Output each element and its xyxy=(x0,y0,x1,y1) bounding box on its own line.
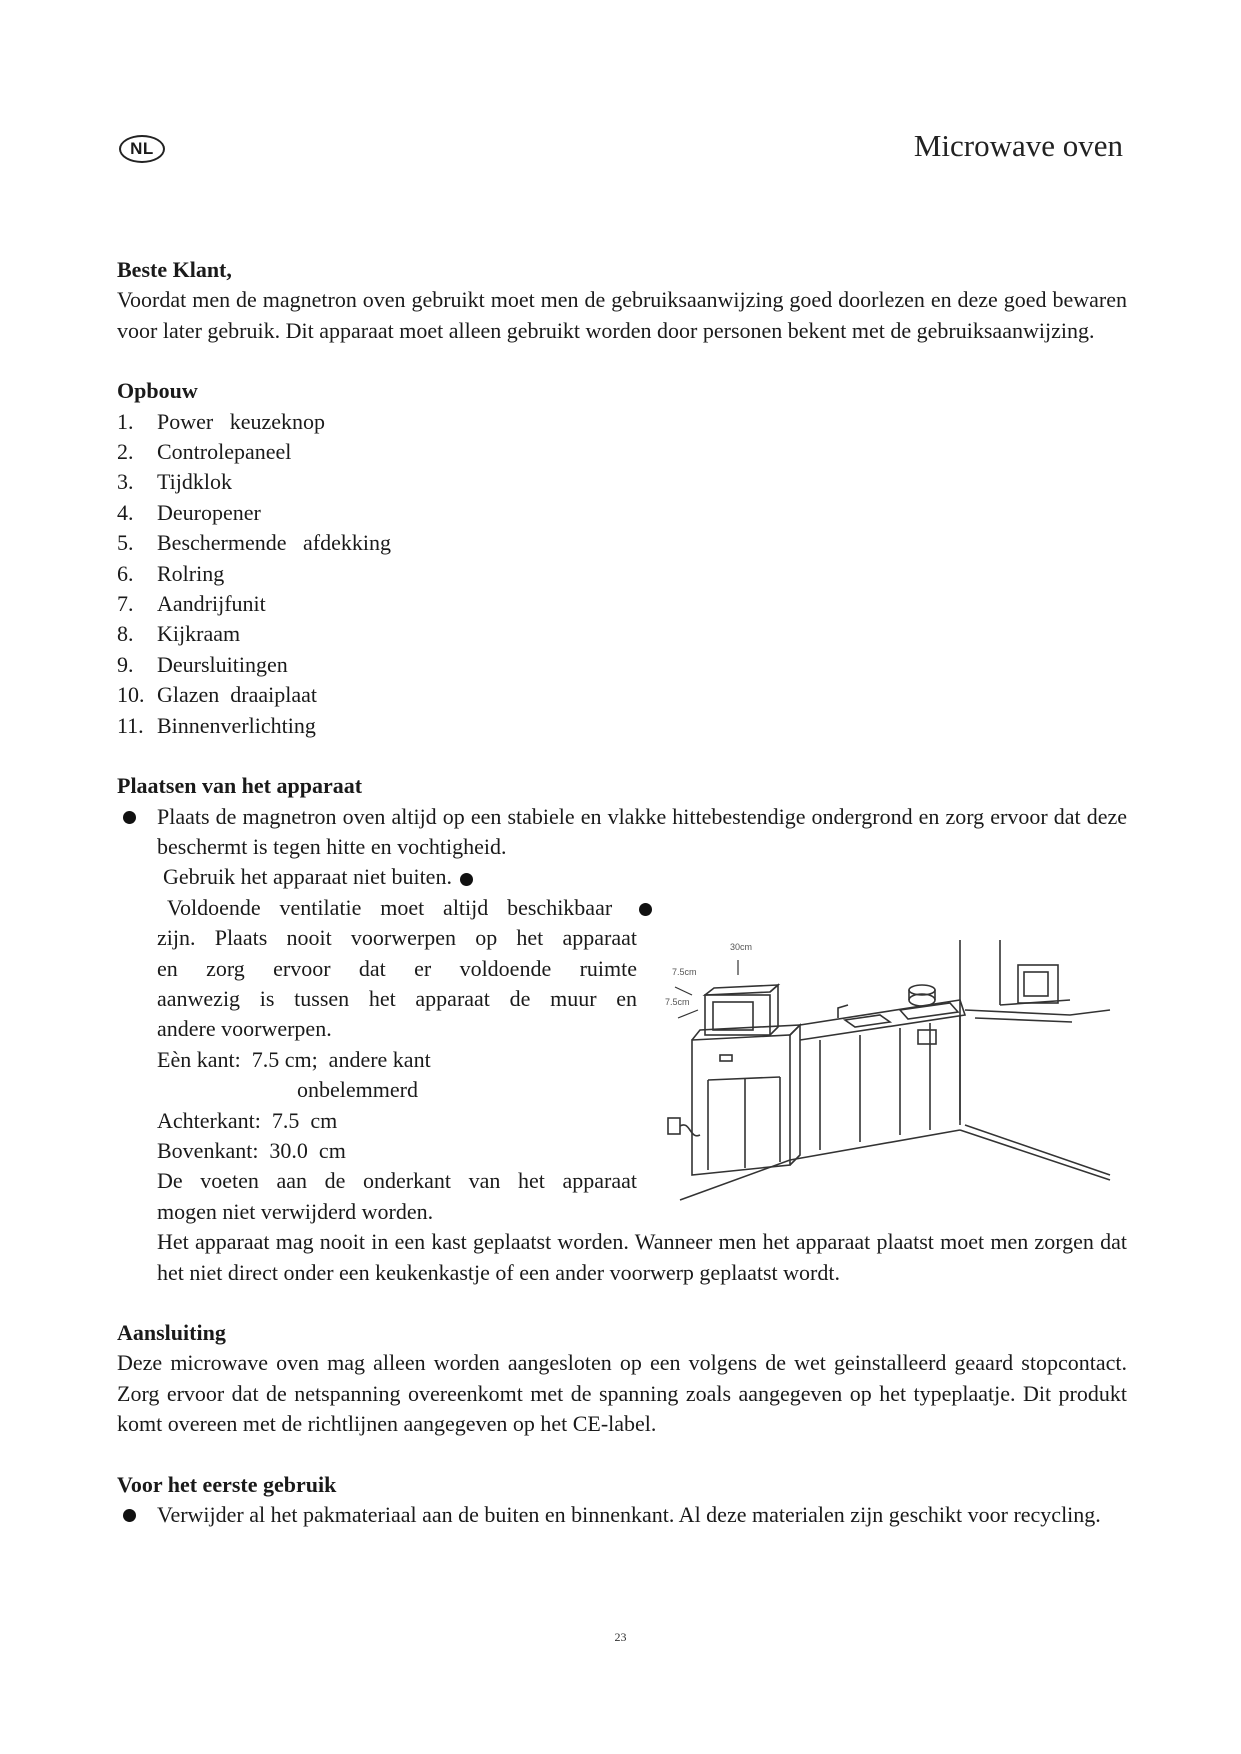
bullet-icon xyxy=(460,873,473,886)
list-item: 5. Beschermende afdekking xyxy=(117,530,391,556)
intro-text: Voordat men de magnetron oven gebruikt moet men de gebruiksaanwijzing goed doorlezen en deze goed bewaren voor later gebruik. Dit apparaat moet alleen gebruikt worden door personen bekent met de gebruiksaanwijzing. xyxy=(117,287,1127,343)
aansluiting-heading: Aansluiting xyxy=(117,1320,226,1345)
bullet-item xyxy=(117,1500,1127,1530)
page-content xyxy=(117,255,1127,1530)
kitchen-placement-illustration xyxy=(660,930,1120,1210)
bullet-icon xyxy=(639,903,652,916)
bullet-icon xyxy=(117,1500,157,1530)
side-clearance-2: onbelemmerd xyxy=(297,1077,418,1103)
eerste-gebruik-heading: Voor het eerste gebruik xyxy=(117,1471,337,1497)
bullet-item xyxy=(117,802,1127,863)
outside-warning: Gebruik het apparaat niet buiten. xyxy=(163,864,452,890)
cabinet-warning: Het apparaat mag nooit in een kast geplaatst worden. Wanneer men het apparaat plaatst moet men zorgen dat het niet direct onder een keukenkastje of een ander voorwerp geplaatst wordt. xyxy=(157,1229,1127,1285)
list-item: 11. Binnenverlichting xyxy=(117,712,316,738)
side-clearance: Eèn kant: 7.5 cm; andere kant xyxy=(157,1046,431,1072)
back-clearance-label: 7.5cm xyxy=(665,997,690,1007)
ventilation-line: aanwezig is tussen het apparaat de muur en xyxy=(157,985,637,1011)
list-item: 3. Tijdklok xyxy=(117,469,233,495)
ventilation-lead: Voldoende ventilatie moet altijd beschikbaar xyxy=(167,894,613,920)
ventilation-line: andere voorwerpen. xyxy=(157,1016,332,1042)
list-item: 9. Deursluitingen xyxy=(117,651,288,677)
list-item: 4. Deuropener xyxy=(117,499,261,525)
parts-list xyxy=(117,407,1127,741)
document-title: Microwave oven xyxy=(913,128,1123,163)
list-item: 8. Kijkraam xyxy=(117,621,241,647)
side-clearance-label: 7.5cm xyxy=(672,967,697,977)
intro-heading: Beste Klant, xyxy=(117,257,232,282)
list-item: 10. Glazen draaiplaat xyxy=(117,682,318,708)
ventilation-line: zijn. Plaats nooit voorwerpen op het apparaat xyxy=(157,925,637,951)
top-clearance-label: 30cm xyxy=(730,942,753,952)
feet-line: mogen niet verwijderd worden. xyxy=(157,1198,434,1224)
list-item: 7. Aandrijfunit xyxy=(117,591,266,617)
language-badge: NL xyxy=(119,135,165,163)
plaatsen-heading: Plaatsen van het apparaat xyxy=(117,773,363,799)
back-clearance: Achterkant: 7.5 cm xyxy=(157,1107,338,1133)
ventilation-line: en zorg ervoor dat er voldoende ruimte xyxy=(157,955,637,981)
bullet-icon xyxy=(117,802,157,863)
placement-stable-text: Plaats de magnetron oven altijd op een stabiele en vlakke hittebestendige ondergrond en zorg ervoor dat deze beschermt is tegen hitte en vochtigheid. xyxy=(157,803,1127,859)
top-clearance: Bovenkant: 30.0 cm xyxy=(157,1137,346,1163)
list-item: 2. Controlepaneel xyxy=(117,439,292,465)
page-number: 23 xyxy=(614,1630,627,1644)
list-item: 6. Rolring xyxy=(117,560,225,586)
aansluiting-text: Deze microwave oven mag alleen worden aangesloten op een volgens de wet geinstalleerd geaard stopcontact. Zorg ervoor dat de netspanning overeenkomt met de spanning zoals aangegeven op het typeplaatje. Dit produkt komt overeen met de richtlijnen aangegeven op het CE-label. xyxy=(117,1350,1127,1437)
opbouw-heading: Opbouw xyxy=(117,378,198,404)
packaging-text: Verwijder al het pakmateriaal aan de buiten en binnenkant. Al deze materialen zijn geschikt voor recycling. xyxy=(157,1502,1101,1528)
feet-line: De voeten aan de onderkant van het apparaat xyxy=(157,1168,637,1194)
list-item: 1. Power keuzeknop xyxy=(117,408,326,434)
